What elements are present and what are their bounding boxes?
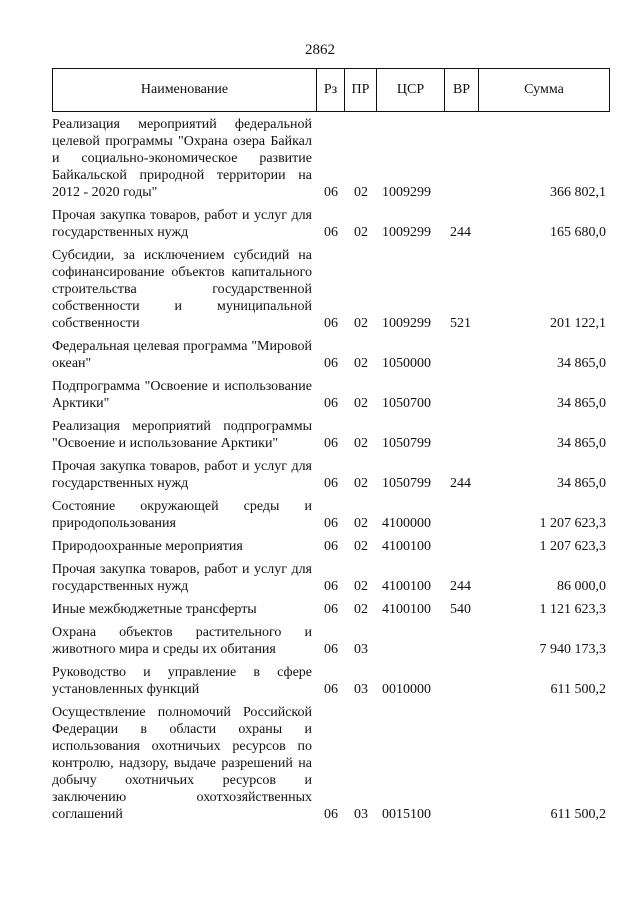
row-pr: 02: [354, 396, 368, 411]
header-name: Наименование: [53, 69, 317, 111]
row-sum: 1 121 623,3: [539, 602, 606, 617]
row-pr: 02: [354, 602, 368, 617]
row-pr: 02: [354, 579, 368, 594]
row-pr: 02: [354, 185, 368, 200]
row-name: Осуществление полномочий Российской Федерации в области охраны и использования охотничьих ресурсов по контролю, надзору, выдаче разрешений на добычу охотничьих ресурсов и заключению охотхозяйственных соглашений: [52, 705, 312, 822]
row-name: Субсидии, за исключением субсидий на софинансирование объектов капитального строительства государственной собственности и муниципальной собственности: [52, 248, 312, 331]
row-sum: 165 680,0: [550, 225, 606, 240]
row-pr: 02: [354, 516, 368, 531]
row-name: Реализация мероприятий подпрограммы "Освоение и использование Арктики": [52, 419, 312, 451]
row-csr: 4100100: [382, 602, 431, 617]
row-rz: 06: [324, 579, 338, 594]
row-csr: 1009299: [382, 225, 431, 240]
row-rz: 06: [324, 436, 338, 451]
row-name: Охрана объектов растительного и животного мира и среды их обитания: [52, 625, 312, 657]
row-rz: 06: [324, 516, 338, 531]
row-pr: 03: [354, 642, 368, 657]
row-sum: 201 122,1: [550, 316, 606, 331]
header-csr: ЦСР: [377, 69, 445, 111]
row-rz: 06: [324, 185, 338, 200]
table-row: [52, 247, 610, 332]
row-pr: 03: [354, 682, 368, 697]
row-name: Прочая закупка товаров, работ и услуг для государственных нужд: [52, 208, 312, 240]
row-csr: 1050000: [382, 356, 431, 371]
row-csr: 4100000: [382, 516, 431, 531]
row-sum: 611 500,2: [550, 682, 606, 697]
row-rz: 06: [324, 539, 338, 554]
row-sum: 86 000,0: [557, 579, 606, 594]
row-rz: 06: [324, 602, 338, 617]
row-sum: 611 500,2: [550, 807, 606, 822]
table-row: [52, 207, 610, 241]
table-header: [52, 68, 610, 112]
row-sum: 34 865,0: [557, 436, 606, 451]
row-sum: 34 865,0: [557, 356, 606, 371]
row-sum: 7 940 173,3: [539, 642, 606, 657]
row-csr: 1009299: [382, 185, 431, 200]
row-rz: 06: [324, 682, 338, 697]
table-row: [52, 704, 610, 823]
header-pr: ПР: [345, 69, 377, 111]
row-rz: 06: [324, 316, 338, 331]
row-vr: 521: [450, 316, 471, 331]
row-pr: 02: [354, 476, 368, 491]
row-name: Иные межбюджетные трансферты: [52, 602, 257, 617]
row-rz: 06: [324, 356, 338, 371]
row-pr: 02: [354, 356, 368, 371]
row-vr: 244: [450, 225, 471, 240]
row-csr: 0010000: [382, 682, 431, 697]
table-row: [52, 418, 610, 452]
row-vr: 540: [450, 602, 471, 617]
table-row: [52, 538, 610, 555]
row-csr: 1050799: [382, 436, 431, 451]
header-sum: Сумма: [524, 82, 564, 97]
table-body: [52, 116, 610, 829]
row-name: Реализация мероприятий федеральной целевой программы "Охрана озера Байкал и социально-экономическое развитие Байкальской природной территории на 2012 - 2020 годы": [52, 117, 312, 200]
row-name: Федеральная целевая программа "Мировой океан": [52, 339, 312, 371]
page-number: 2862: [305, 42, 335, 58]
row-name: Прочая закупка товаров, работ и услуг для государственных нужд: [52, 562, 312, 594]
row-rz: 06: [324, 807, 338, 822]
row-vr: 244: [450, 476, 471, 491]
row-name: Состояние окружающей среды и природопользования: [52, 499, 312, 531]
table-row: [52, 378, 610, 412]
row-csr: 1009299: [382, 316, 431, 331]
row-sum: 34 865,0: [557, 476, 606, 491]
table-row: [52, 498, 610, 532]
row-pr: 02: [354, 225, 368, 240]
header-rz: Рз: [317, 69, 345, 111]
row-sum: 1 207 623,3: [539, 539, 606, 554]
row-rz: 06: [324, 396, 338, 411]
row-sum: 34 865,0: [557, 396, 606, 411]
table-row: [52, 561, 610, 595]
row-csr: 1050799: [382, 476, 431, 491]
table-row: [52, 664, 610, 698]
table-row: [52, 601, 610, 618]
row-pr: 02: [354, 539, 368, 554]
table-row: [52, 624, 610, 658]
row-csr: 4100100: [382, 579, 431, 594]
row-sum: 366 802,1: [550, 185, 606, 200]
row-pr: 02: [354, 316, 368, 331]
row-vr: 244: [450, 579, 471, 594]
table-row: [52, 116, 610, 201]
row-name: Природоохранные мероприятия: [52, 539, 243, 554]
table-row: [52, 458, 610, 492]
row-pr: 02: [354, 436, 368, 451]
row-name: Руководство и управление в сфере установленных функций: [52, 665, 312, 697]
row-csr: 0015100: [382, 807, 431, 822]
row-rz: 06: [324, 225, 338, 240]
header-vr: ВР: [445, 69, 479, 111]
row-pr: 03: [354, 807, 368, 822]
row-rz: 06: [324, 642, 338, 657]
row-csr: 1050700: [382, 396, 431, 411]
table-row: [52, 338, 610, 372]
row-name: Прочая закупка товаров, работ и услуг для государственных нужд: [52, 459, 312, 491]
row-csr: 4100100: [382, 539, 431, 554]
row-name: Подпрограмма "Освоение и использование Арктики": [52, 379, 312, 411]
row-rz: 06: [324, 476, 338, 491]
row-sum: 1 207 623,3: [539, 516, 606, 531]
